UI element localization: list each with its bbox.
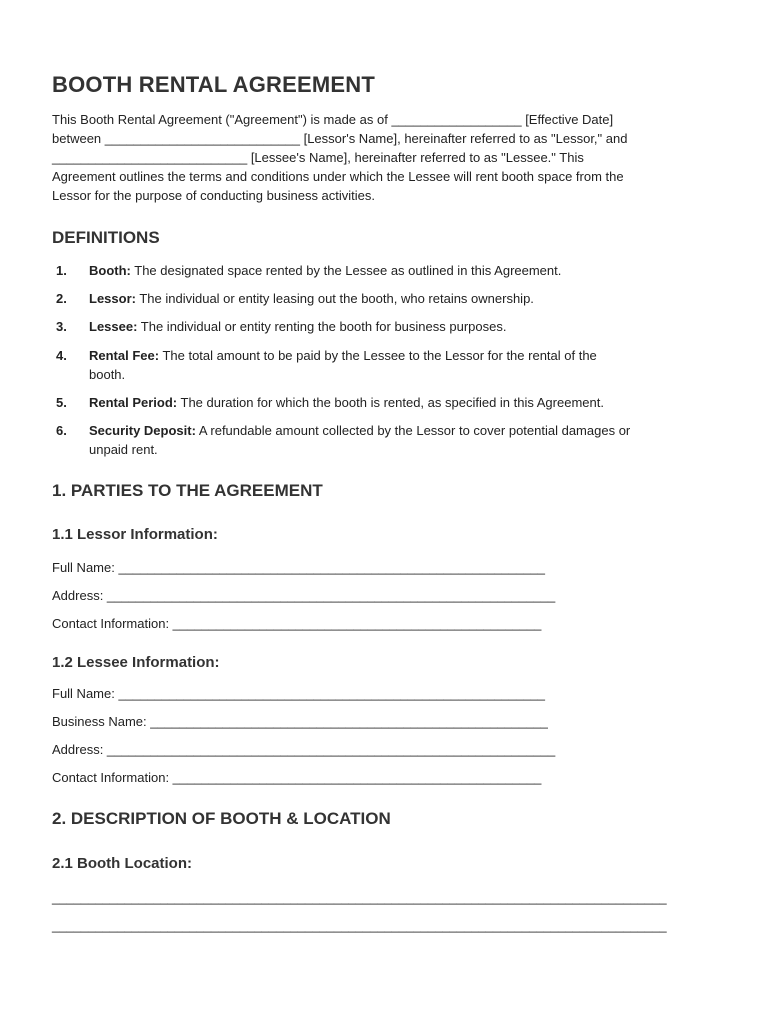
definition-text: The individual or entity renting the booth for business purposes. [137, 319, 507, 334]
lessee-info-heading: 1.2 Lessee Information: [52, 654, 220, 671]
intro-line-3: ___________________________ [Lessee's Name], hereinafter referred to as "Lessee." This [52, 150, 584, 165]
definition-text: The duration for which the booth is rented, as specified in this Agreement. [177, 395, 604, 410]
definition-number: 2. [56, 291, 67, 306]
definition-item-security-deposit [89, 421, 630, 440]
definitions-heading: DEFINITIONS [52, 228, 160, 247]
intro-line-2: between ___________________________ [Lessor's Name], hereinafter referred to as "Lessor," and [52, 131, 628, 146]
definition-text-continued: booth. [89, 367, 126, 382]
definition-number: 1. [56, 263, 67, 278]
lessor-full-name-field[interactable]: Full Name: ___________________________________________________________ [52, 560, 546, 575]
definition-text: The individual or entity leasing out the booth, who retains ownership. [135, 291, 534, 306]
definition-number: 4. [56, 348, 67, 363]
definition-item-rental-period [89, 393, 604, 412]
lessor-address-field[interactable]: Address: ______________________________________________________________ [52, 588, 556, 603]
definition-term: Security Deposit: [89, 423, 196, 438]
lessee-full-name-field[interactable]: Full Name: ___________________________________________________________ [52, 686, 546, 701]
lessee-business-name-field[interactable]: Business Name: _______________________________________________________ [52, 714, 548, 729]
document-title: BOOTH RENTAL AGREEMENT [52, 72, 375, 97]
definition-term: Booth: [89, 263, 131, 278]
booth-location-line-1[interactable]: _____________________________________________________________________________________ [52, 890, 667, 905]
definition-text: The total amount to be paid by the Lessee to the Lessor for the rental of the [159, 348, 597, 363]
intro-line-1: This Booth Rental Agreement ("Agreement") is made as of __________________ [Effective Date] [52, 112, 614, 127]
definition-text-continued: unpaid rent. [89, 442, 158, 457]
definition-text: The designated space rented by the Lessee as outlined in this Agreement. [130, 263, 562, 278]
lessor-contact-field[interactable]: Contact Information: ___________________________________________________ [52, 616, 542, 631]
definition-number: 6. [56, 423, 67, 438]
definition-term: Rental Period: [89, 395, 178, 410]
definition-number: 5. [56, 395, 67, 410]
definition-term: Rental Fee: [89, 348, 160, 363]
lessor-info-heading: 1.1 Lessor Information: [52, 526, 218, 543]
parties-heading: 1. PARTIES TO THE AGREEMENT [52, 481, 323, 500]
lessee-contact-field[interactable]: Contact Information: ___________________________________________________ [52, 770, 542, 785]
definition-item-rental-fee [89, 346, 597, 365]
intro-line-4: Agreement outlines the terms and conditions under which the Lessee will rent booth space from the [52, 169, 624, 184]
definition-term: Lessor: [89, 291, 136, 306]
lessee-address-field[interactable]: Address: ______________________________________________________________ [52, 742, 556, 757]
definition-term: Lessee: [89, 319, 138, 334]
definition-number: 3. [56, 319, 67, 334]
definition-text: A refundable amount collected by the Lessor to cover potential damages or [195, 423, 631, 438]
definition-item-lessor [89, 289, 534, 308]
definition-item-lessee [89, 317, 506, 336]
definition-item-booth [89, 261, 561, 280]
booth-location-line-2[interactable]: _____________________________________________________________________________________ [52, 918, 667, 933]
booth-location-heading: 2.1 Booth Location: [52, 855, 192, 872]
intro-line-5: Lessor for the purpose of conducting business activities. [52, 188, 376, 203]
description-heading: 2. DESCRIPTION OF BOOTH & LOCATION [52, 809, 391, 828]
